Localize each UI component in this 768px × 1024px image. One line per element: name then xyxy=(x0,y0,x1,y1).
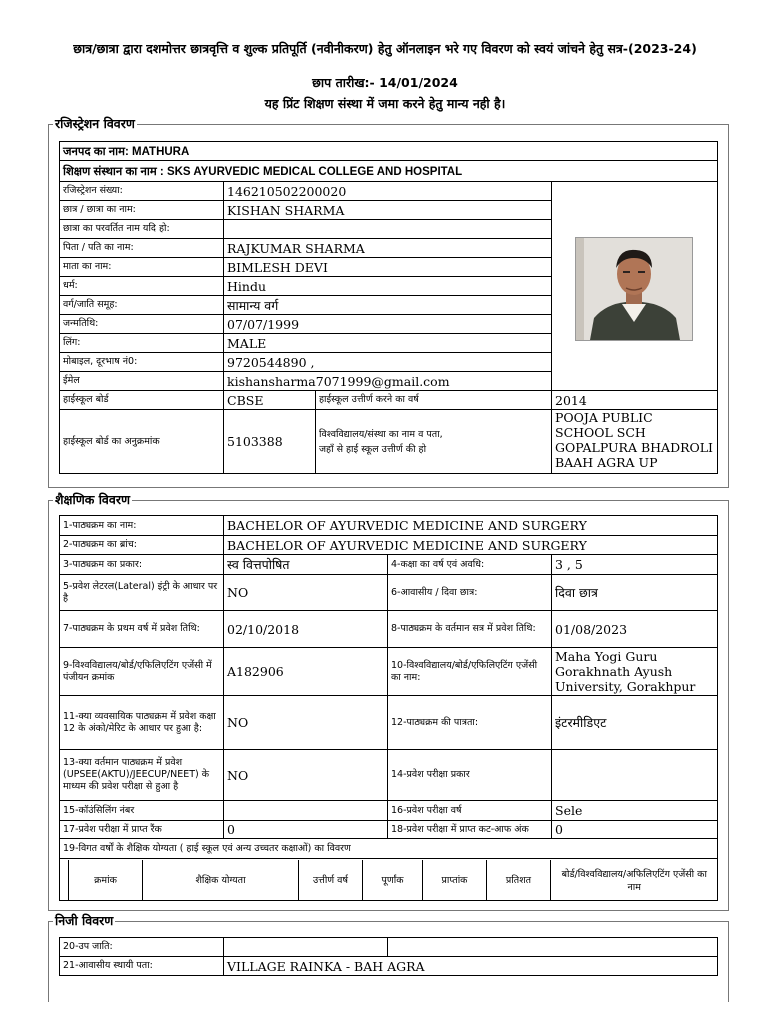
exam-year-value: Sele xyxy=(552,801,718,821)
gender-label: लिंग: xyxy=(60,334,224,353)
admit-first-value: 02/10/2018 xyxy=(224,611,388,648)
category-label: वर्ग/जाति समूह: xyxy=(60,296,224,315)
table-row xyxy=(60,839,718,859)
hs-roll-label: हाईस्कूल बोर्ड का अनुक्रमांक xyxy=(60,410,224,474)
table-row xyxy=(60,536,718,555)
course-name-value: BACHELOR OF AYURVEDIC MEDICINE AND SURGERY xyxy=(224,516,718,536)
cutoff-label: 18-प्रवेश परीक्षा में प्राप्त कट-आफ अंक xyxy=(388,821,552,839)
counselling-value xyxy=(224,801,388,821)
admit-current-value: 01/08/2023 xyxy=(552,611,718,648)
admit-first-label: 7-पाठ्यक्रम के प्रथम वर्ष में प्रवेश तिथि: xyxy=(60,611,224,648)
dob-value: 07/07/1999 xyxy=(224,315,552,334)
reg-no-label: रजिस्ट्रेशन संख्या: xyxy=(60,182,224,201)
student-name-label: छात्र / छात्रा का नाम: xyxy=(60,201,224,220)
registration-section-title: रजिस्ट्रेशन विवरण xyxy=(55,116,135,131)
univ-reg-value: A182906 xyxy=(224,648,388,696)
univ-name-value: Maha Yogi Guru Gorakhnath Ayush University, Gorakhpur xyxy=(552,648,718,696)
changed-name-value xyxy=(224,220,552,239)
lateral-label: 5-प्रवेश लेटरल(Lateral) इंट्री के आधार पर है xyxy=(60,575,224,611)
residential-label: 6-आवासीय / दिवा छात्र: xyxy=(388,575,552,611)
subcaste-value xyxy=(224,938,388,957)
course-type-label: 3-पाठ्यक्रम का प्रकार: xyxy=(60,555,224,575)
rank-label: 17-प्रवेश परीक्षा में प्राप्त रैंक xyxy=(60,821,224,839)
hs-year-label: हाईस्कूल उत्तीर्ण करने का वर्ष xyxy=(316,391,552,410)
table-row xyxy=(60,516,718,536)
admit-current-label: 8-पाठ्यक्रम के वर्तमान सत्र में प्रवेश तिथि: xyxy=(388,611,552,648)
hs-school-label-line-1: विश्वविद्यालय/संस्था का नाम व पता, xyxy=(319,428,443,440)
gender-value: MALE xyxy=(224,334,552,353)
father-name-value: RAJKUMAR SHARMA xyxy=(224,239,552,258)
hs-school-label-line-2: जहाँ से हाई स्कूल उत्तीर्ण की हो xyxy=(319,443,427,455)
univ-name-label: 10-विश्वविद्यालय/बोर्ड/एफिलिएटिंग एजेंसी का नाम: xyxy=(388,648,552,696)
course-branch-label: 2-पाठ्यक्रम का ब्रांच: xyxy=(60,536,224,555)
table-row xyxy=(60,391,718,410)
email-label: ईमेल xyxy=(60,372,224,391)
residential-value: दिवा छात्र xyxy=(552,575,718,611)
table-row xyxy=(60,182,718,201)
history-header-percentage: प्रतिशत xyxy=(487,860,551,900)
entrance-label: 13-क्या वर्तमान पाठ्यक्रम में प्रवेश (UPSEE(AKTU)/JEECUP/NEET) के माध्यम की प्रवेश परीक्षा से हुआ है xyxy=(60,750,224,801)
changed-name-label: छात्रा का परवर्तित नाम यदि हो: xyxy=(60,220,224,239)
print-date: छाप तारीख:- 14/01/2024 xyxy=(312,75,458,90)
mother-name-label: माता का नाम: xyxy=(60,258,224,277)
table-row xyxy=(60,957,718,976)
history-header-row xyxy=(60,859,718,901)
student-photo xyxy=(575,237,693,341)
print-note: यह प्रिंट शिक्षण संस्था में जमा करने हेतु मान्य नही है। xyxy=(264,96,506,111)
district-name: जनपद का नाम: MATHURA xyxy=(60,142,718,161)
course-type-value: स्व वित्तपोषित xyxy=(224,555,388,575)
personal-section-title: निजी विवरण xyxy=(55,913,114,928)
vocational-value: NO xyxy=(224,696,388,750)
institution-name: शिक्षण संस्थान का नाम : SKS AYURVEDIC MEDICAL COLLEGE AND HOSPITAL xyxy=(60,161,718,182)
history-header-obtained-marks: प्राप्तांक xyxy=(423,860,487,900)
class-year-value: 3 , 5 xyxy=(552,555,718,575)
lateral-value: NO xyxy=(224,575,388,611)
history-header-serial: क्रमांक xyxy=(69,860,143,900)
history-label: 19-विगत वर्षों के शैक्षिक योग्यता ( हाई स्कूल एवं अन्य उच्चतर कक्षाओं) का विवरण xyxy=(60,839,718,859)
history-header-board: बोर्ड/विश्वविद्यालय/अफिलिएटिंग एजेंसी का नाम xyxy=(551,860,718,900)
reg-no-value: 146210502200020 xyxy=(224,182,552,201)
father-name-label: पिता / पति का नाम: xyxy=(60,239,224,258)
history-header-pass-year: उत्तीर्ण वर्ष xyxy=(299,860,363,900)
history-table xyxy=(68,860,718,900)
vocational-label: 11-क्या व्यवसायिक पाठ्यक्रम में प्रवेश कक्षा 12 के अंको/मेरिट के आधार पर हुआ है: xyxy=(60,696,224,750)
category-value: सामान्य वर्ग xyxy=(224,296,552,315)
exam-type-label: 14-प्रवेश परीक्षा प्रकार xyxy=(388,750,552,801)
mother-name-value: BIMLESH DEVI xyxy=(224,258,552,277)
religion-value: Hindu xyxy=(224,277,552,296)
table-row xyxy=(60,696,718,750)
table-row xyxy=(60,750,718,801)
entrance-value: NO xyxy=(224,750,388,801)
table-row xyxy=(60,648,718,696)
exam-type-value xyxy=(552,750,718,801)
table-row xyxy=(60,821,718,839)
cutoff-value: 0 xyxy=(552,821,718,839)
table-row xyxy=(60,611,718,648)
exam-year-label: 16-प्रवेश परीक्षा वर्ष xyxy=(388,801,552,821)
table-row xyxy=(60,410,718,474)
univ-reg-label: 9-विश्वविद्यालय/बोर्ड/एफिलिएटिंग एजेंसी में पंजीयन क्रमांक xyxy=(60,648,224,696)
hs-year-value: 2014 xyxy=(552,391,718,410)
course-branch-value: BACHELOR OF AYURVEDIC MEDICINE AND SURGERY xyxy=(224,536,718,555)
table-row xyxy=(60,575,718,611)
subcaste-label: 20-उप जाति: xyxy=(60,938,224,957)
student-photo-illustration xyxy=(576,238,692,340)
dob-label: जन्मतिथि: xyxy=(60,315,224,334)
hs-board-label: हाईस्कूल बोर्ड xyxy=(60,391,224,410)
table-row xyxy=(60,938,718,957)
page-title: छात्र/छात्रा द्वारा दशमोत्तर छात्रवृत्ति व शुल्क प्रतिपूर्ति (नवीनीकरण) हेतु ऑनलाइन भरे गए विवरण को स्वयं जांचने हेतु सत्र-(2023-24) xyxy=(73,41,697,56)
address-value: VILLAGE RAINKA - BAH AGRA xyxy=(224,957,718,976)
class-year-label: 4-कक्षा का वर्ष एवं अवधि: xyxy=(388,555,552,575)
history-header-max-marks: पूर्णांक xyxy=(363,860,423,900)
rank-value: 0 xyxy=(224,821,388,839)
hs-school-value: POOJA PUBLIC SCHOOL SCH GOPALPURA BHADROLI BAAH AGRA UP xyxy=(552,410,718,474)
hs-board-value: CBSE xyxy=(224,391,316,410)
mobile-value: 9720544890 , xyxy=(224,353,552,372)
history-header-qualification: शैक्षिक योग्यता xyxy=(143,860,299,900)
mobile-label: मोबाइल, दूरभाष नं0: xyxy=(60,353,224,372)
email-value: kishansharma7071999@gmail.com xyxy=(224,372,552,391)
address-label: 21-आवासीय स्थायी पता: xyxy=(60,957,224,976)
personal-table xyxy=(59,937,718,976)
eligibility-value: इंटरमीडिएट xyxy=(552,696,718,750)
eligibility-label: 12-पाठ्यक्रम की पात्रता: xyxy=(388,696,552,750)
hs-school-label xyxy=(316,410,552,474)
table-row xyxy=(60,801,718,821)
course-name-label: 1-पाठ्यक्रम का नाम: xyxy=(60,516,224,536)
religion-label: धर्म: xyxy=(60,277,224,296)
academic-section-title: शैक्षणिक विवरण xyxy=(55,492,130,507)
counselling-label: 15-कॉउंसिलिंग नंबर xyxy=(60,801,224,821)
table-row xyxy=(60,555,718,575)
hs-roll-value: 5103388 xyxy=(224,410,316,474)
academic-table xyxy=(59,515,718,901)
student-name-value: KISHAN SHARMA xyxy=(224,201,552,220)
